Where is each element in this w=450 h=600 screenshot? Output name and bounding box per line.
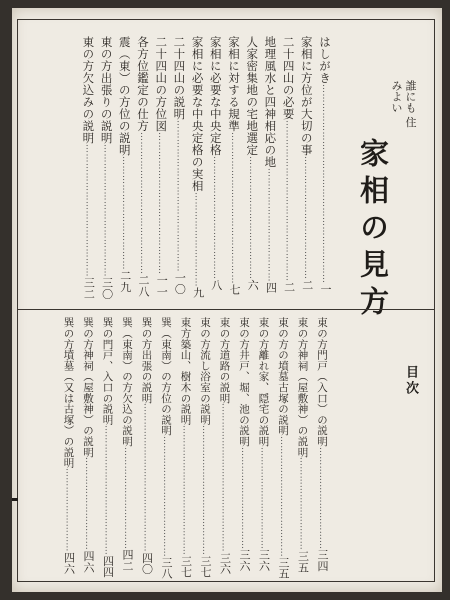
- toc-leader-dots: …………………………: [83, 457, 93, 551]
- toc-leader-dots: ……………………………………: [83, 144, 94, 277]
- toc-leader-dots: ……………………………………: [102, 425, 113, 556]
- toc-leader-dots: ……………………………: [317, 446, 327, 549]
- toc-leader-dots: ……………………………………: [200, 425, 210, 556]
- toc-entry-page: 八: [209, 279, 223, 291]
- toc-entry: [314, 317, 330, 579]
- toc-leader-dots: …………………………………: [210, 156, 221, 280]
- toc-entry: [61, 317, 77, 579]
- toc-entry-page: 三五: [296, 550, 310, 574]
- page-frame: [17, 19, 435, 582]
- toc-entry-page: 三八: [160, 556, 173, 579]
- toc-entry: [139, 317, 155, 579]
- toc-leader-dots: ……………………………: [239, 446, 249, 549]
- toc-entry: [299, 36, 315, 300]
- toc-entry-title: はしがき: [318, 36, 332, 84]
- toc-entry-title: 二十四山の方位図: [154, 36, 169, 132]
- toc-entry: [226, 36, 242, 300]
- toc-entry-title: 巽の方神祠（屋敷神）の説明: [82, 317, 94, 458]
- toc-leader-dots: …………………………: [297, 457, 308, 551]
- toc-entry-page: 四六: [62, 551, 76, 575]
- toc-entry-page: 六: [246, 279, 260, 291]
- toc-entry-page: 三七: [179, 555, 193, 578]
- toc-entry-title: 東の方欠込みの説明: [81, 36, 96, 144]
- toc-entry-page: 二九: [118, 270, 132, 293]
- toc-entry: [153, 36, 169, 300]
- page-edge-mark: [12, 498, 18, 501]
- toc-leader-dots: …………………………………………: [174, 120, 185, 272]
- subtitle: 誰にも 住みよい: [390, 80, 417, 128]
- toc-leader-dots: ……………………………: [258, 446, 269, 549]
- toc-entry: [100, 317, 116, 579]
- toc-entry-page: 二: [300, 279, 314, 291]
- toc-entry-title: 東の方離れ家、隠宅の説明: [257, 317, 270, 447]
- toc-entry-page: 三〇: [100, 277, 114, 300]
- section-divider: [18, 309, 434, 310]
- toc-entry-title: 巽の方出張の説明: [140, 317, 153, 404]
- toc-entry-title: 東方築山、樹木の説明: [179, 317, 192, 425]
- toc-entry-title: 家相に必要な中央定格の実相: [190, 36, 205, 192]
- toc-leader-dots: ……………………………………: [101, 144, 112, 277]
- toc-entry-title: 東の方神祠（屋敷神）の説明: [296, 317, 309, 458]
- toc-entry: [80, 36, 96, 300]
- toc-entry-page: 三五: [277, 556, 290, 579]
- toc-leader-dots: ……………………………………: [180, 425, 191, 556]
- toc-entry-title: 家相に必要な中央定格: [208, 36, 223, 156]
- toc-entry-title: 人家密集地の宅地選定: [245, 36, 260, 156]
- toc-entry: [158, 317, 174, 579]
- toc-leader-dots: ……………………………: [122, 446, 132, 549]
- toc-leader-dots: …………………………………………: [141, 403, 152, 553]
- toc-entry-page: 二: [282, 281, 296, 293]
- toc-entry-page: 一〇: [173, 272, 187, 295]
- toc-entry: [244, 36, 260, 300]
- toc-entry-page: 四四: [101, 555, 115, 578]
- toc-entry: [135, 36, 151, 300]
- toc-entry: [217, 317, 233, 579]
- toc-heading: 目次: [403, 365, 418, 397]
- toc-entry-title: 巽の方墳墓（又は古塚）の説明: [62, 317, 75, 469]
- toc-entry: [80, 317, 96, 579]
- toc-entry: [317, 36, 333, 300]
- toc-entry-title: 東の方門戸（入口）の説明: [316, 317, 328, 447]
- toc-leader-dots: …………………………………: [301, 156, 312, 280]
- toc-entry-title: 東の方の墳墓古塚の説明: [277, 317, 289, 436]
- toc-entry-page: 四二: [121, 548, 134, 572]
- toc-entry-title: 各方位鑑定の仕方: [136, 36, 150, 132]
- toc-entry-page: 一: [319, 283, 332, 295]
- toc-leader-dots: ………………………………………………………: [320, 84, 330, 284]
- toc-entry-title: 巽の門戸、入口の説明: [101, 317, 114, 425]
- toc-entry: [190, 36, 206, 300]
- toc-entry-title: 震（東）の方位の説明: [117, 36, 132, 156]
- toc-entry: [281, 36, 297, 300]
- toc-entry-page: 二八: [137, 274, 150, 298]
- toc-entry-page: 一一: [155, 274, 169, 298]
- toc-entry-page: 七: [228, 284, 241, 296]
- toc-entry-title: 巽（東南）の方欠込の説明: [121, 317, 133, 447]
- toc-leader-dots: ……………………………………………: [283, 120, 294, 282]
- toc-leader-dots: ………………………………………: [156, 132, 167, 275]
- toc-leader-dots: …………………………: [192, 192, 203, 287]
- toc-entry-title: 二十四山の説明: [172, 36, 187, 120]
- toc-entry-page: 三四: [316, 548, 329, 572]
- toc-entry: [171, 36, 187, 300]
- toc-entry-page: 三六: [257, 548, 271, 572]
- toc-entry-title: 東の方出張りの説明: [99, 36, 114, 144]
- toc-entry-title: 東の方流し浴室の説明: [199, 317, 211, 425]
- toc-entry-title: 二十四山の必要: [281, 36, 296, 120]
- toc-leader-dots: ………………………………: [119, 156, 130, 270]
- toc-entry: [178, 317, 194, 579]
- toc-leader-dots: …………………………………………: [229, 132, 239, 284]
- toc-entry-page: 四六: [82, 550, 95, 574]
- toc-entry: [208, 36, 224, 300]
- toc-entry: [256, 317, 272, 579]
- toc-entry-title: 家相に方位が大切の事: [299, 36, 314, 156]
- toc-entry-page: 三七: [199, 555, 212, 578]
- toc-leader-dots: …………………………………: [278, 435, 288, 557]
- toc-entry-page: 四: [264, 282, 278, 294]
- toc-entry-page: 三六: [218, 552, 232, 575]
- toc-entry: [99, 36, 115, 300]
- toc-leader-dots: ………………………………: [265, 168, 276, 282]
- toc-entry: [236, 317, 252, 579]
- toc-entry-title: 巽（東南）の方位の説明: [160, 317, 172, 436]
- toc-entry-title: 東の方道路の説明: [218, 317, 231, 404]
- toc-entry: [262, 36, 278, 300]
- toc-entry: [119, 317, 135, 579]
- book-title: 家相の見方: [356, 138, 390, 323]
- toc-entry-title: 東の方井戸、堀、池の説明: [238, 317, 250, 447]
- toc-entry: [117, 36, 133, 300]
- toc-entry: [197, 317, 213, 579]
- toc-entry-title: 家相に対する規準: [227, 36, 241, 132]
- toc-leader-dots: ………………………: [63, 468, 74, 552]
- toc-entry-title: 地理風水と四神相応の地: [263, 36, 278, 168]
- toc-entry-page: 四〇: [140, 552, 154, 575]
- toc-entry: [275, 317, 291, 579]
- toc-leader-dots: …………………………………: [247, 156, 258, 280]
- toc-entry: [295, 317, 311, 579]
- book-page: [12, 8, 442, 592]
- toc-entry-page: 三二: [82, 277, 96, 300]
- toc-leader-dots: …………………………………………: [219, 403, 230, 553]
- toc-entry-page: 九: [191, 287, 205, 299]
- toc-entry-page: 三六: [238, 548, 251, 572]
- toc-leader-dots: ………………………………………: [138, 132, 148, 275]
- toc-leader-dots: …………………………………: [161, 435, 171, 557]
